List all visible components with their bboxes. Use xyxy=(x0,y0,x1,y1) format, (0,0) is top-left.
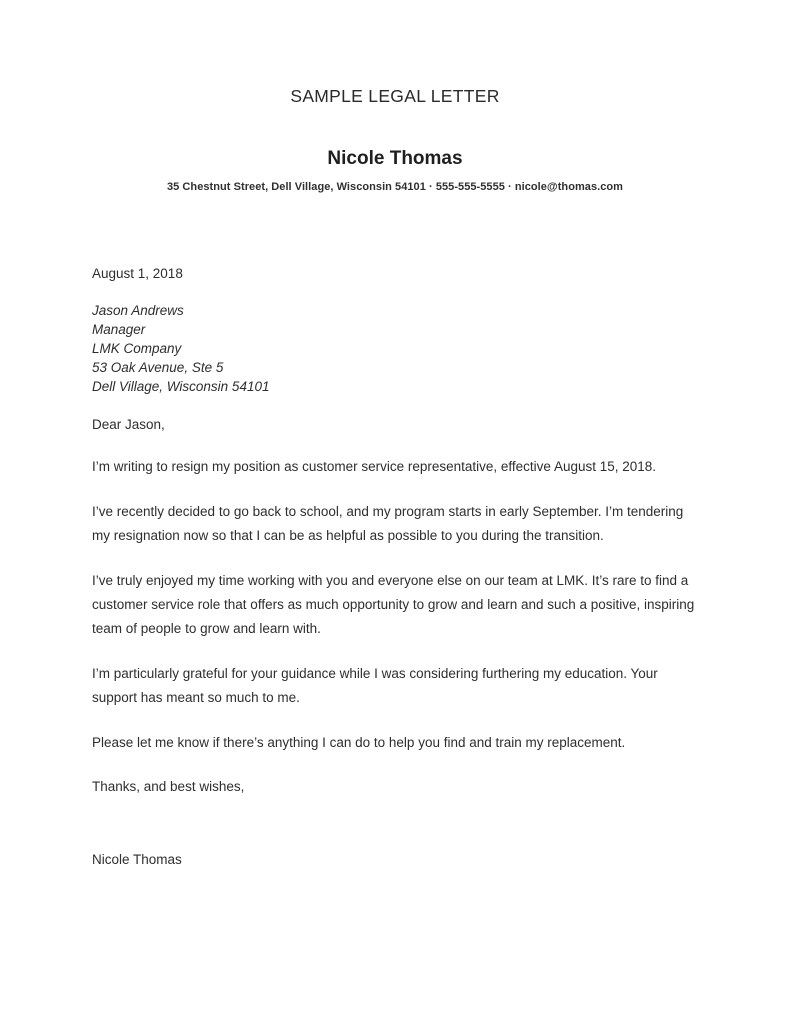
closing-line: Thanks, and best wishes, xyxy=(92,778,245,794)
body-paragraph: I’m particularly grateful for your guidance while I was considering furthering my education. Your support has meant so much to me. xyxy=(92,665,658,705)
body-paragraph: I’ve recently decided to go back to school, and my program starts in early September. I’m tendering my resignation now so that I can be as helpful as possible to you during the transition. xyxy=(92,503,684,543)
recipient-line: Dell Village, Wisconsin 54101 xyxy=(92,378,270,394)
sender-name: Nicole Thomas xyxy=(327,148,463,169)
recipient-line: Manager xyxy=(92,321,146,337)
sender-contact-line: 35 Chestnut Street, Dell Village, Wisconsin 54101 · 555-555-5555 · nicole@thomas.com xyxy=(166,180,623,193)
letterhead xyxy=(0,0,790,194)
recipient-address-block xyxy=(92,283,697,396)
recipient-line: 53 Oak Avenue, Ste 5 xyxy=(92,359,224,375)
body-paragraph: Please let me know if there’s anything I can do to help you find and train my replacement. xyxy=(92,734,626,750)
recipient-line: LMK Company xyxy=(92,340,182,356)
signature-name: Nicole Thomas xyxy=(92,851,182,867)
letter-body xyxy=(0,194,790,869)
body-paragraph: I’m writing to resign my position as customer service representative, effective August 15, 2018. xyxy=(92,458,657,474)
page-title: SAMPLE LEGAL LETTER xyxy=(290,86,500,106)
recipient-line: Jason Andrews xyxy=(92,302,184,318)
letter-date: August 1, 2018 xyxy=(92,265,183,281)
body-paragraph: I’ve truly enjoyed my time working with you and everyone else on our team at LMK. It’s rare to find a customer service role that offers as much opportunity to grow and learn and such a positive, inspiring team of people to grow and learn with. xyxy=(92,572,695,636)
salutation: Dear Jason, xyxy=(92,416,165,432)
